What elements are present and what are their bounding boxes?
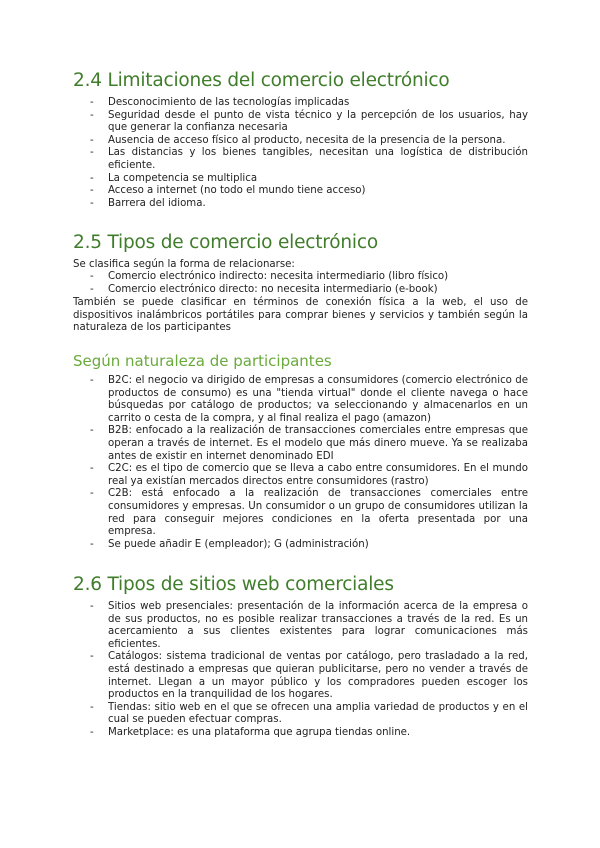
participantes-list <box>73 375 528 551</box>
list-item: - Se puede añadir E (empleador); G (administración) <box>73 539 528 552</box>
list-item: - Ausencia de acceso físico al producto, necesita de la presencia de la persona. <box>73 135 528 148</box>
list-item: - B2B: enfocado a la realización de transacciones comerciales entre empresas que operan a través de internet. Es el modelo que más dinero mueve. Ya se realizaba antes de existir en internet denominado EDI <box>73 425 528 463</box>
heading-naturaleza-participantes: Según naturaleza de participantes <box>73 352 332 370</box>
list-item: - Catálogos: sistema tradicional de ventas por catálogo, pero trasladado a la red, está destinado a empresas que quieran publicitarse, pero no vender a través de internet. Llegan a un mayor público y los compradores pueden escoger los productos en la tranquilidad de los hogares. <box>73 651 528 701</box>
heading-tipos-sitios-web: 2.6 Tipos de sitios web comerciales <box>73 574 394 595</box>
limitaciones-list <box>73 97 528 210</box>
body-paragraph: También se puede clasificar en términos de conexión física a la web, el uso de dispositivos inalámbricos portátiles para comprar bienes y servicios y también según la naturaleza de los participantes <box>73 297 528 334</box>
heading-tipos-comercio: 2.5 Tipos de comercio electrónico <box>73 232 378 253</box>
sitios-web-list <box>73 601 528 740</box>
list-item: - Marketplace: es una plataforma que agrupa tiendas online. <box>73 727 528 740</box>
list-item: - C2C: es el tipo de comercio que se lleva a cabo entre consumidores. En el mundo real ya existían mercados directos entre consumidores (rastro) <box>73 463 528 488</box>
list-item: - Comercio electrónico directo: no necesita intermediario (e-book) <box>73 284 528 297</box>
list-item: - La competencia se multiplica <box>73 173 528 186</box>
heading-limitaciones: 2.4 Limitaciones del comercio electrónico <box>73 70 450 91</box>
list-item: - Desconocimiento de las tecnologías implicadas <box>73 97 528 110</box>
list-item: - Sitios web presenciales: presentación de la información acerca de la empresa o de sus productos, no es posible realizar transacciones a través de la red. Es un acercamiento a sus clientes existentes para lograr comunicaciones más eficientes. <box>73 601 528 651</box>
list-item: - Barrera del idioma. <box>73 198 528 211</box>
tipos-comercio-list <box>73 271 528 296</box>
intro-paragraph: Se clasifica según la forma de relacionarse: <box>73 259 295 270</box>
list-item: - Comercio electrónico indirecto: necesita intermediario (libro físico) <box>73 271 528 284</box>
list-item: - C2B: está enfocado a la realización de transacciones comerciales entre consumidores y empresas. Un consumidor o un grupo de consumidores utilizan la red para conseguir mejores condiciones en la oferta presentada por una empresa. <box>73 488 528 538</box>
list-item: - B2C: el negocio va dirigido de empresas a consumidores (comercio electrónico de productos de consumo) es una "tienda virtual" donde el cliente navega o hace búsquedas por catálogo de productos; va seleccionando y almacenarlos en un carrito o cesta de la compra, y al final realiza el pago (amazon) <box>73 375 528 425</box>
list-item: - Tiendas: sitio web en el que se ofrecen una amplia variedad de productos y en el cual se pueden efectuar compras. <box>73 702 528 727</box>
list-item: - Las distancias y los bienes tangibles, necesitan una logística de distribución eficiente. <box>73 147 528 172</box>
list-item: - Seguridad desde el punto de vista técnico y la percepción de los usuarios, hay que generar la confianza necesaria <box>73 110 528 135</box>
list-item: - Acceso a internet (no todo el mundo tiene acceso) <box>73 185 528 198</box>
